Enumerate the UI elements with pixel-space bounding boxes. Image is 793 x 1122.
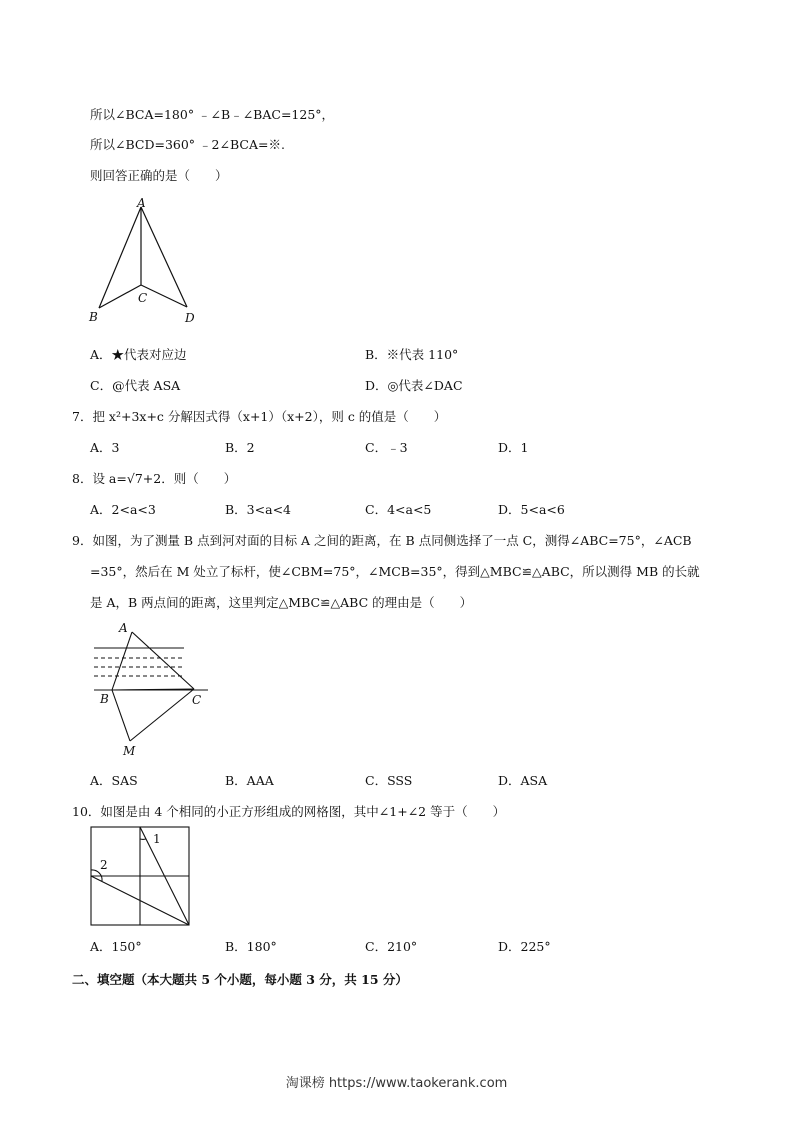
q7-option-a: A．3 [90, 440, 120, 455]
q9-option-b: B．AAA [225, 773, 274, 788]
q9-option-d: D．ASA [498, 773, 548, 788]
q8-option-d: D．5<a<6 [498, 502, 565, 517]
figure-grid [88, 825, 198, 930]
footer-watermark: 淘课榜 https://www.taokerank.com [285, 1076, 508, 1091]
q8-option-a: A．2<a<3 [90, 502, 156, 517]
option-d: D．◎代表∠DAC [365, 378, 463, 393]
q7-option-b: B．2 [225, 440, 255, 455]
angle-1-label: 1 [153, 832, 161, 846]
question-8: 8．设 a=√7+2．则（ ） [72, 471, 237, 486]
label-b: B [100, 692, 109, 706]
proof-line-2: 所以∠BCD=360° ﹣2∠BCA=※. [90, 137, 285, 152]
proof-line-1: 所以∠BCA=180° ﹣∠B﹣∠BAC=125°， [90, 107, 335, 122]
option-a: A．★代表对应边 [90, 347, 187, 362]
question-9-line-2: =35°，然后在 M 处立了标杆，使∠CBM=75°，∠MCB=35°，得到△MBC≌△ABC，所以测得 MB 的长就 [90, 564, 700, 579]
label-a: A [119, 621, 128, 635]
label-b: B [89, 310, 98, 324]
label-d: D [185, 311, 195, 325]
q9-option-c: C．SSS [365, 773, 413, 788]
section-heading: 二、填空题（本大题共 5 个小题，每小题 3 分，共 15 分） [72, 972, 408, 987]
figure-river [88, 620, 228, 760]
question-7: 7．把 x²+3x+c 分解因式得（x+1）（x+2），则 c 的值是（ ） [72, 409, 447, 424]
q10-option-d: D．225° [498, 939, 551, 954]
question-prompt: 则回答正确的是（ ） [90, 168, 228, 183]
angle-2-label: 2 [100, 858, 108, 872]
question-10: 10．如图是由 4 个相同的小正方形组成的网格图，其中∠1+∠2 等于（ ） [72, 804, 506, 819]
label-c: C [192, 693, 202, 707]
q10-option-b: B．180° [225, 939, 277, 954]
question-9-line-3: 是 A，B 两点间的距离，这里判定△MBC≌△ABC 的理由是（ ） [90, 595, 473, 610]
q7-option-c: C．﹣3 [365, 440, 408, 455]
option-c: C．@代表 ASA [90, 378, 181, 393]
q10-option-c: C．210° [365, 939, 418, 954]
figure-abcd [85, 195, 215, 325]
q9-option-a: A．SAS [90, 773, 138, 788]
q10-option-a: A．150° [90, 939, 142, 954]
q8-option-c: C．4<a<5 [365, 502, 432, 517]
label-c: C [138, 291, 148, 305]
q7-option-d: D．1 [498, 440, 529, 455]
question-9-line-1: 9．如图，为了测量 B 点到河对面的目标 A 之间的距离，在 B 点同侧选择了一点 C，测得∠ABC=75°，∠ACB [72, 533, 692, 548]
label-a: A [137, 196, 146, 210]
q8-option-b: B．3<a<4 [225, 502, 291, 517]
option-b: B．※代表 110° [365, 347, 459, 362]
label-m: M [123, 744, 136, 758]
